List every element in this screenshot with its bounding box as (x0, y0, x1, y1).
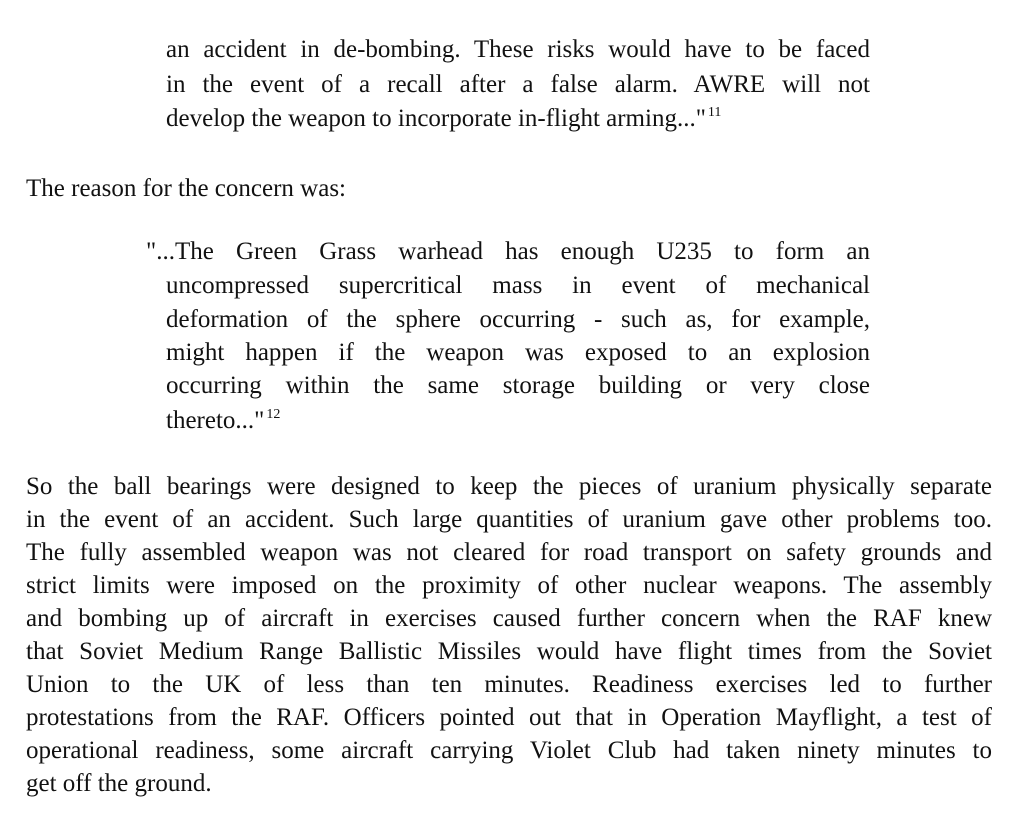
lead-in-text: The reason for the concern was: (26, 175, 346, 202)
paragraph-line: Union to the UK of less than ten minutes. Readiness exercises led to further (26, 671, 992, 698)
quote-line-last (166, 405, 280, 437)
paragraph-line: that Soviet Medium Range Ballistic Missiles would have flight times from the Soviet (26, 638, 992, 665)
quote-line: an accident in de-bombing. These risks would have to be faced (166, 36, 870, 63)
quote-line: "...The Green Grass warhead has enough U235 to form an (146, 238, 870, 265)
footnote-ref-12: 12 (266, 407, 281, 422)
quote-line: deformation of the sphere occurring - such as, for example, (166, 306, 870, 333)
paragraph-line: and bombing up of aircraft in exercises caused further concern when the RAF knew (26, 605, 992, 632)
paragraph-line: strict limits were imposed on the proximity of other nuclear weapons. The assembly (26, 572, 992, 599)
paragraph-line: in the event of an accident. Such large quantities of uranium gave other problems too. (26, 506, 992, 533)
quote-line: might happen if the weapon was exposed to an explosion (166, 339, 870, 366)
quote-line-text: thereto..." (166, 407, 265, 434)
quote-line: uncompressed supercritical mass in event of mechanical (166, 272, 870, 299)
quote-line-last (166, 103, 721, 135)
quote-line: in the event of a recall after a false alarm. AWRE will not (166, 71, 870, 98)
paragraph-line: operational readiness, some aircraft carrying Violet Club had taken ninety minutes to (26, 737, 992, 764)
quote-line: occurring within the same storage building or very close (166, 372, 870, 399)
footnote-ref-11: 11 (707, 105, 722, 120)
paragraph-line: The fully assembled weapon was not cleared for road transport on safety grounds and (26, 539, 992, 566)
paragraph-line: So the ball bearings were designed to keep the pieces of uranium physically separate (26, 473, 992, 500)
paragraph-line-last: get off the ground. (26, 770, 212, 797)
paragraph-line: protestations from the RAF. Officers pointed out that in Operation Mayflight, a test of (26, 704, 992, 731)
quote-line-text: develop the weapon to incorporate in-flight arming..." (166, 105, 706, 132)
